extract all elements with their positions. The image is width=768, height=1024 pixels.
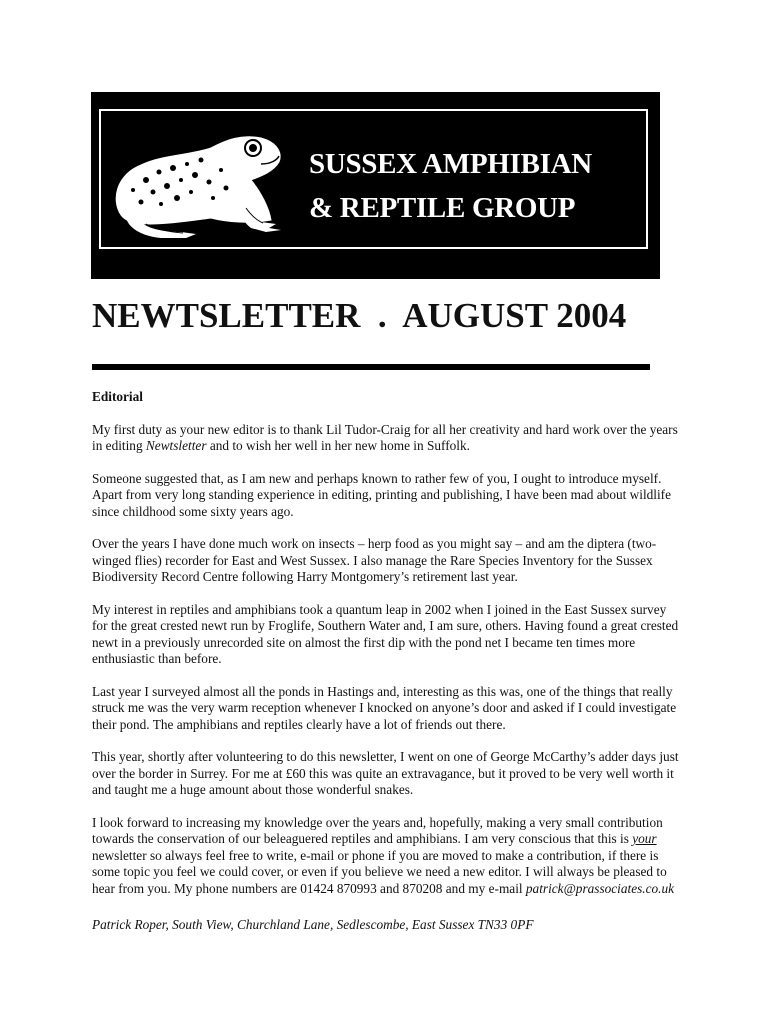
paragraph: My first duty as your new editor is to thank Lil Tudor-Craig for all her creativity and hard work over the years in editing Newtsletter and to wish her well in her new home in Suffolk. — [92, 421, 678, 453]
email-address: patrick@prassociates.co.uk — [525, 880, 675, 896]
paragraph: Last year I surveyed almost all the ponds in Hastings and, interesting as this was, one of the things that really struck me was the very warm reception whenever I knocked on anyone’s door and asked if I could investigate their pond. The amphibians and reptiles clearly have a lot of friends out there. — [92, 683, 677, 732]
organization-name — [309, 142, 649, 230]
paragraph: My interest in reptiles and amphibians took a quantum leap in 2002 when I joined in the East Sussex survey for the great crested newt run by Froglife, Southern Water and, I am sure, others. Having found a great crested newt in a previously unrecorded site on almost the first dip with the pond net I became ten times more enthusiastic than before. — [92, 601, 679, 666]
editorial-body — [92, 389, 682, 934]
organization-name-line2: & REPTILE GROUP — [309, 192, 576, 224]
emphasis-your: your — [632, 831, 657, 846]
paragraph: This year, shortly after volunteering to do this newsletter, I went on one of George McCarthy’s adder days just over the border in Surrey. For me at £60 this was quite an extravagance, but it proved to be very well worth it and taught me a huge amount about those wonderful snakes. — [92, 749, 679, 797]
title-rule — [92, 364, 650, 370]
author-signature: Patrick Roper, South View, Churchland Lane, Sedlescombe, East Sussex TN33 0PF — [92, 917, 534, 932]
paragraph: I look forward to increasing my knowledge over the years and, hopefully, making a very small contribution towards the conservation of our beleaguered reptiles and amphibians. I am very conscious that this is your newsletter so always feel free to write, e-mail or phone if you are moved to make a contribution, if there is some topic you feel we could cover, or even if you believe we need a new editor. I will always be pleased to hear from you. My phone numbers are 01424 870993 and 870208 and my e-mail patrick@prassociates.co.uk — [92, 814, 675, 896]
newsletter-title: NEWTSLETTER . AUGUST 2004 — [92, 296, 627, 335]
newsletter-name: Newtsletter — [145, 438, 207, 453]
paragraph: Over the years I have done much work on insects – herp food as you might say – and am the diptera (two-winged flies) recorder for East and West Sussex. I also manage the Rare Species Inventory for the Sussex Biodiversity Record Centre following Harry Montgomery’s retirement last year. — [92, 536, 657, 584]
paragraph: Someone suggested that, as I am new and perhaps known to rather few of you, I ought to introduce myself. Apart from very long standing experience in editing, printing and publishing, I have been mad about wildlife since childhood some sixty years ago. — [92, 470, 672, 519]
organization-name-line1: SUSSEX AMPHIBIAN — [309, 148, 592, 180]
section-heading: Editorial — [92, 389, 143, 404]
toad-icon — [101, 120, 301, 240]
header-banner — [91, 92, 660, 279]
